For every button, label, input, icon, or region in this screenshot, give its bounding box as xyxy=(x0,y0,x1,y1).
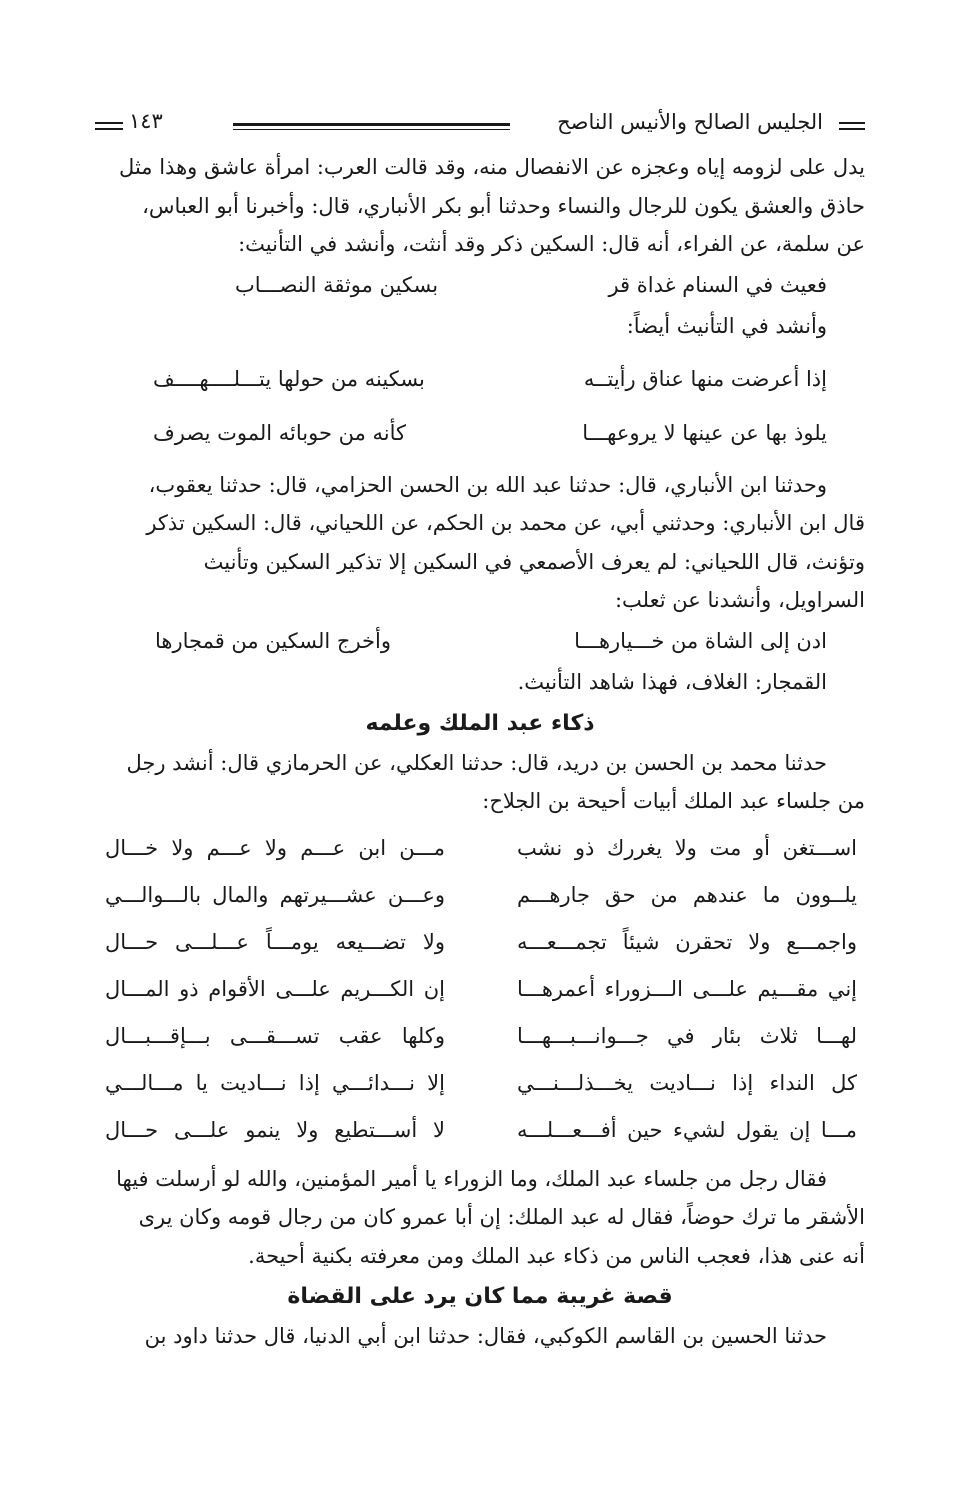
verse-line xyxy=(95,825,865,872)
header-rule xyxy=(233,123,510,130)
section-heading: قصة غريبة مما كان يرد على القضاة xyxy=(287,1284,673,1309)
text-line: قال ابن الأنباري: وحدثني أبي، عن محمد بن الحكم، عن اللحياني، قال: السكين تذكر xyxy=(146,511,865,535)
text-line: الأشقر ما ترك حوضاً، فقال له عبد الملك: إن أبا عمرو كان من رجال قومه وكان يرى xyxy=(138,1205,865,1229)
verse-first-hemistich: إذا أعرضت منها عناق رأيتــه xyxy=(583,366,827,391)
verse-line xyxy=(95,352,865,406)
verse-first-hemistich: ادن إلى الشاة من خـــيارهـــا xyxy=(574,628,827,653)
text-line: وحدثنا ابن الأنباري، قال: حدثنا عبد الله بن الحسن الحزامي، قال: حدثنا يعقوب، xyxy=(148,472,827,497)
text-line: حدثنا الحسين بن القاسم الكوكبي، فقال: حدثنا ابن أبي الدنيا، قال حدثنا داود بن xyxy=(144,1324,827,1348)
text-line: حدثنا محمد بن الحسن بن دريد، قال: حدثنا العكلي، عن الحرمازي قال: أنشد رجل xyxy=(126,750,827,775)
verse-second-hemistich: وكلها عقب تســـقـــى بـــإقـــبـــال xyxy=(105,1023,445,1048)
text-line: فقال رجل من جلساء عبد الملك، وما الزوراء يا أمير المؤمنين، والله لو أرسلت فيها xyxy=(116,1166,827,1191)
verse-line xyxy=(95,1060,865,1107)
text-line: وتؤنث، قال اللحياني: لم يعرف الأصمعي في السكين إلا تذكير السكين وتأنيث xyxy=(203,549,865,574)
paragraph xyxy=(95,744,865,821)
verse-group xyxy=(95,352,865,460)
verse-intro: وأنشد في التأنيث أيضاً: xyxy=(626,313,827,338)
paragraph xyxy=(95,1160,865,1276)
text-line: من جلساء عبد الملك أبيات أحيحة بن الجلاح: xyxy=(482,789,865,813)
poem xyxy=(95,825,865,1154)
verse-second-hemistich: لا أســـتطيع ولا ينمو علـــى حـــال xyxy=(105,1117,445,1142)
book-page xyxy=(95,110,865,1356)
text-line: يدل على لزومه إياه وعجزه عن الانفصال منه، وقد قالت العرب: امرأة عاشق وهذا مثل xyxy=(119,155,865,179)
text-line: عن سلمة، عن الفراء، أنه قال: السكين ذكر وقد أنثت، وأنشد في التأنيث: xyxy=(238,232,865,256)
text-line: حاذق والعشق يكون للرجال والنساء وحدثنا أبو بكر الأنباري، قال: وأخبرنا أبو العباس، xyxy=(142,193,865,218)
verse-line xyxy=(95,1107,865,1154)
header-book-title: الجليس الصالح والأنيس الناصح xyxy=(557,110,823,134)
verse-first-hemistich: فعيث في السنام غداة قر xyxy=(608,272,827,297)
text-line: أنه عنى هذا، فعجب الناس من ذكاء عبد الملك ومن معرفته بكنية أحيحة. xyxy=(248,1243,865,1268)
verse-second-hemistich: كأنه من حوبائه الموت يصرف xyxy=(153,420,407,445)
verse-second-hemistich: إلا نـــدائـــي إذا نـــاديت يا مـــالـــي xyxy=(105,1070,445,1095)
verse-second-hemistich: بسكينه من حولها يتـــلــــهــــف xyxy=(153,366,425,391)
gloss-line: القمجار: الغلاف، فهذا شاهد التأنيث. xyxy=(517,669,827,694)
running-header xyxy=(95,110,865,144)
verse-second-hemistich: وأخرج السكين من قمجارها xyxy=(155,628,391,653)
page-number: ١٤٣ xyxy=(129,109,163,133)
verse-first-hemistich: إني مقـــيم علـــى الـــزوراء أعمرهـــا xyxy=(517,976,857,1001)
verse-first-hemistich: كل النداء إذا نـــاديت يخـــذلـــنـــي xyxy=(517,1070,857,1095)
verse-second-hemistich: وعـــن عشـــيرتهم والمال بالـــوالـــي xyxy=(105,882,445,907)
text-line: السراويل، وأنشدنا عن ثعلب: xyxy=(614,588,865,612)
verse-first-hemistich: لهـــا ثلاث بئار في جـــوانـــبـــهـــا xyxy=(517,1023,857,1048)
paragraph xyxy=(95,466,865,620)
verse-line xyxy=(95,264,865,306)
verse-line xyxy=(95,919,865,966)
verse-line xyxy=(95,406,865,460)
paragraph xyxy=(95,148,865,264)
verse-line xyxy=(95,872,865,919)
verse-first-hemistich: مـــا إن يقول لشيء حين أفـــعـــلـــه xyxy=(517,1117,857,1142)
verse-line xyxy=(95,966,865,1013)
verse-second-hemistich: إن الكـــريم علـــى الأقوام ذو المـــال xyxy=(105,976,445,1001)
verse-line xyxy=(95,620,865,662)
verse-first-hemistich: اســـتغن أو مت ولا يغررك ذو نشب xyxy=(517,835,857,860)
verse-second-hemistich: مـــن ابن عـــم ولا عـــم ولا خـــال xyxy=(105,835,445,860)
verse-first-hemistich: واجمـــع ولا تحقرن شيئاً تجمـــعـــه xyxy=(517,929,857,954)
verse-line xyxy=(95,1013,865,1060)
header-ornament-left xyxy=(95,122,123,130)
verse-first-hemistich: يلوذ بها عن عينها لا يروعهـــا xyxy=(582,420,827,445)
verse-second-hemistich: ولا تضـــيعه يومـــاً عـــلـــى حـــال xyxy=(105,929,445,954)
verse-second-hemistich: بسكين موثقة النصـــاب xyxy=(235,272,439,297)
paragraph xyxy=(95,1317,865,1356)
section-heading: ذكاء عبد الملك وعلمه xyxy=(365,710,595,736)
verse-first-hemistich: يلــوون ما عندهم من حق جارهـــم xyxy=(517,882,857,907)
header-ornament-right xyxy=(839,122,865,130)
